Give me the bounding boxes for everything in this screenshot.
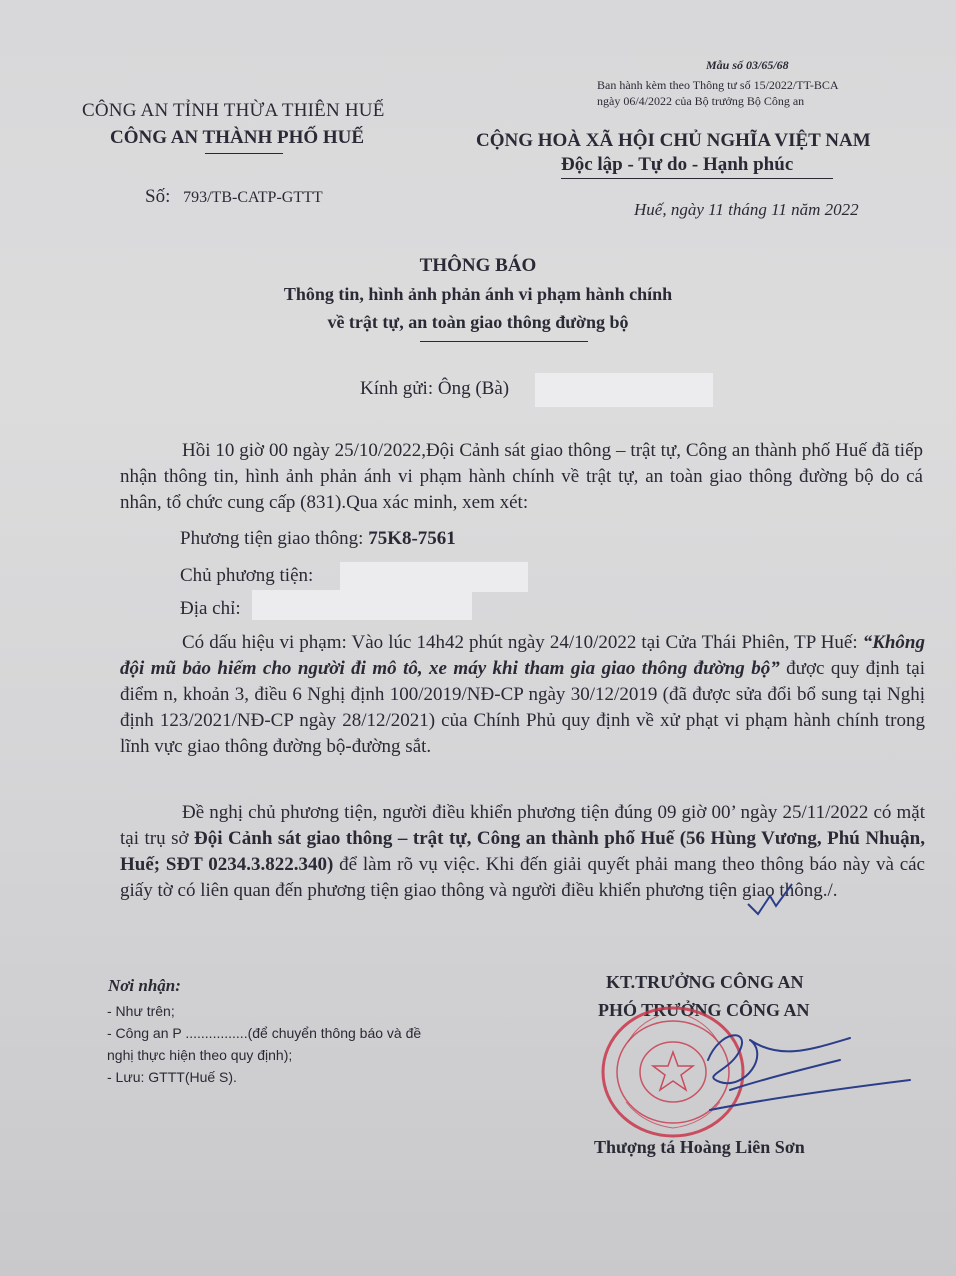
redacted-owner-box: [340, 562, 528, 592]
vehicle-field: [180, 528, 456, 550]
document-number-label: Số:: [145, 186, 171, 207]
recipients-title: Nơi nhận:: [108, 976, 181, 995]
signer-name: Thượng tá Hoàng Liên Sơn: [594, 1137, 805, 1157]
violation-description: “Không đội mũ bảo hiểm cho người đi mô tô, xe máy khi tham gia giao thông đường bộ”: [120, 632, 925, 679]
form-reference-line1: Ban hành kèm theo Thông tư số 15/2022/TT-BCA: [597, 78, 839, 92]
document-number-value: 793/TB-CATP-GTTT: [183, 189, 323, 206]
redacted-address-box: [252, 590, 472, 620]
body-paragraph-intro: Hồi 10 giờ 00 ngày 25/10/2022,Đội Cảnh sát giao thông – trật tự, Công an thành phố Huế đã tiếp nhận thông tin, hình ảnh phản ánh vi phạm hành chính về trật tự, an toàn giao thông đường bộ do cá nhân, tổ chức cung cấp (831).Qua xác minh, xem xét:: [120, 440, 923, 513]
document-title: THÔNG BÁO: [419, 255, 537, 276]
document-subtitle-line1: Thông tin, hình ảnh phản ánh vi phạm hành chính: [283, 284, 673, 304]
nation-name: CỘNG HOÀ XÃ HỘI CHỦ NGHĨA VIỆT NAM: [476, 130, 871, 151]
request-intro: Đề nghị chủ phương tiện, người điều khiển phương tiện đúng 09 giờ 00’ ngày 25/11/2022 có mặt tại trụ sở: [120, 802, 925, 849]
violation-legal-basis: được quy định tại điểm n, khoản 3, điều 6 Nghị định 100/2019/NĐ-CP ngày 30/12/2019 (đã được sửa đổi bổ sung tại Nghị định 123/2021/NĐ-CP ngày 28/12/2021) của Chính Phủ quy định về xử phạt vi phạm hành chính trong lĩnh vực giao thông đường bộ-đường sắt.: [120, 658, 925, 757]
vehicle-plate: 75K8-7561: [368, 528, 456, 549]
document-subtitle-line2: về trật tự, an toàn giao thông đường bộ: [327, 312, 629, 332]
vehicle-label: Phương tiện giao thông:: [180, 528, 364, 549]
checkmark-icon: [740, 874, 800, 924]
recipient-item: - Lưu: GTTT(Huế S).: [107, 1069, 237, 1085]
signature-title-line2: PHÓ TRƯỞNG CÔNG AN: [598, 1000, 810, 1020]
form-reference: [597, 77, 839, 109]
form-reference-line2: ngày 06/4/2022 của Bộ trưởng Bộ Công an: [597, 94, 805, 108]
nation-motto: Độc lập - Tự do - Hạnh phúc: [561, 154, 794, 175]
document-date: Huế, ngày 11 tháng 11 năm 2022: [634, 200, 859, 219]
recipient-item: - Công an P ................(để chuyển thông báo và đề: [107, 1025, 422, 1041]
form-number: Mẫu số 03/65/68: [706, 58, 789, 72]
address-field: [180, 598, 241, 620]
request-location: Đội Cảnh sát giao thông – trật tự, Công an thành phố Huế (56 Hùng Vương, Phú Nhuận, Huế; SĐT 0234.3.822.340): [120, 828, 925, 875]
owner-field: [180, 565, 313, 587]
body-paragraph-violation: [120, 630, 925, 760]
body-paragraph-request: [120, 800, 925, 904]
greeting: Kính gửi: Ông (Bà): [360, 378, 510, 399]
agency-name: CÔNG AN THÀNH PHỐ HUẾ: [110, 127, 365, 148]
address-label: Địa chỉ:: [180, 598, 241, 619]
document-number: [145, 186, 323, 208]
recipient-item: nghị thực hiện theo quy định);: [107, 1047, 293, 1063]
violation-intro: Có dấu hiệu vi phạm: Vào lúc 14h42 phút ngày 24/10/2022 tại Cửa Thái Phiên, TP Huế:: [182, 632, 863, 653]
handwritten-signature-icon: [690, 1020, 920, 1140]
agency-parent: CÔNG AN TỈNH THỪA THIÊN HUẾ: [82, 100, 385, 121]
signature-title-line1: KT.TRƯỞNG CÔNG AN: [606, 972, 804, 992]
owner-label: Chủ phương tiện:: [180, 565, 314, 586]
subtitle-underline: [420, 341, 588, 342]
recipient-item: - Như trên;: [107, 1003, 175, 1019]
agency-underline: [205, 153, 283, 154]
motto-underline: [561, 178, 833, 179]
request-instructions: để làm rõ vụ việc. Khi đến giải quyết phải mang theo thông báo này và các giấy tờ có liên quan đến phương tiện giao thông và người điều khiển phương tiện giao thông./.: [120, 854, 925, 901]
redacted-name-box: [535, 373, 713, 407]
